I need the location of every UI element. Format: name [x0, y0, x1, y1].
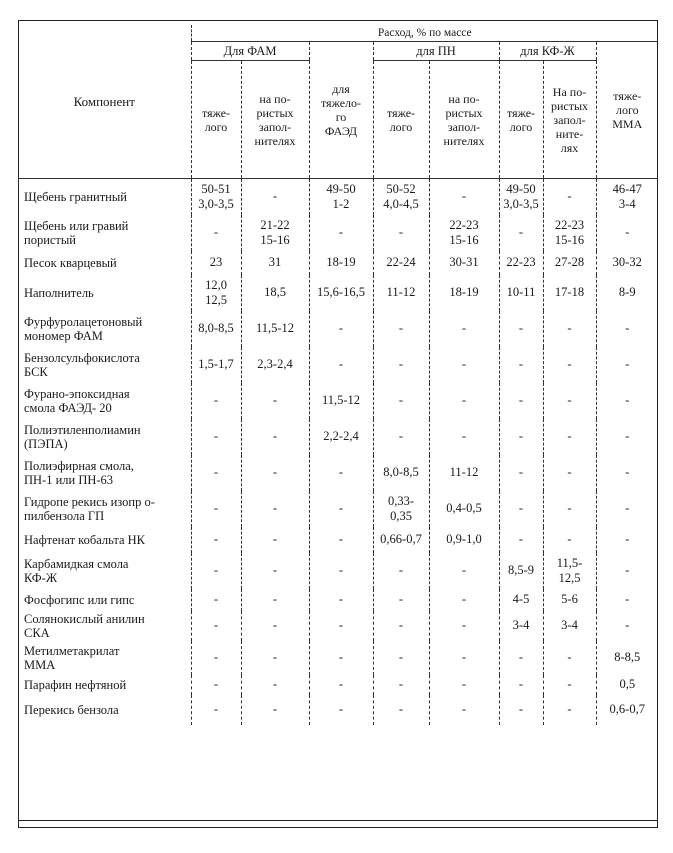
value-cell: - [241, 419, 309, 455]
value-cell: 22-23 15-16 [429, 215, 499, 251]
value-cell: 49-50 3,0-3,5 [499, 179, 543, 215]
value-cell: - [543, 311, 596, 347]
value-cell: - [241, 611, 309, 641]
value-cell: - [309, 641, 373, 675]
value-cell: - [309, 553, 373, 589]
value-cell: - [625, 225, 630, 239]
value-cell: - [429, 695, 499, 725]
value-cell: - [429, 641, 499, 675]
group-kf: для КФ-Ж [499, 42, 596, 61]
value-cell: - [429, 589, 499, 611]
value-cell: - [543, 347, 596, 383]
value-cell: 8-9 [618, 285, 636, 299]
component-name: Солянокислый анилин СКА [18, 611, 191, 641]
table-body [18, 179, 658, 725]
value-cell: 23 [191, 251, 241, 275]
value-cell: - [191, 695, 241, 725]
col-kf-porous: На по- ристых запол- ните- лях [543, 61, 596, 179]
value-cell: - [309, 695, 373, 725]
value-cell: - [191, 675, 241, 695]
value-cell: - [373, 347, 429, 383]
value-cell: - [543, 695, 596, 725]
value-cell: 2,2-2,4 [309, 419, 373, 455]
col-fam-porous: на по- ристых запол- нителях [241, 61, 309, 179]
group-fam: Для ФАМ [191, 42, 309, 61]
value-cell: - [499, 695, 543, 725]
component-name: Парафин нефтяной [18, 675, 191, 695]
col-kf-heavy: тяже- лого [499, 61, 543, 179]
value-cell: - [373, 611, 429, 641]
table-row [18, 455, 658, 491]
table-row [18, 611, 658, 641]
table-row [18, 527, 658, 553]
value-cell: 22-23 15-16 [543, 215, 596, 251]
value-cell: - [191, 383, 241, 419]
group-pn: для ПН [373, 42, 499, 61]
table-row [18, 419, 658, 455]
value-cell: 0,9-1,0 [429, 527, 499, 553]
value-cell: 50-52 4,0-4,5 [373, 179, 429, 215]
value-cell: - [543, 455, 596, 491]
value-cell: 10-11 [499, 275, 543, 311]
value-cell: - [543, 527, 596, 553]
value-cell: - [499, 491, 543, 527]
value-cell: - [241, 179, 309, 215]
component-name: Песок кварцевый [18, 251, 191, 275]
component-name: Фосфогипс или гипс [18, 589, 191, 611]
value-cell: 8,0-8,5 [373, 455, 429, 491]
value-cell: - [373, 383, 429, 419]
table-row [18, 275, 658, 311]
component-name: Бензолсульфокислота БСК [18, 347, 191, 383]
value-cell: 12,0 12,5 [191, 275, 241, 311]
table-row [18, 641, 658, 675]
value-cell: 3-4 [543, 611, 596, 641]
component-name: Перекись бензола [18, 695, 191, 725]
value-cell: - [499, 675, 543, 695]
value-cell: - [499, 347, 543, 383]
value-cell: - [625, 618, 630, 632]
value-cell: - [499, 641, 543, 675]
col-mma-heavy: тяже- лого ММА [596, 42, 658, 179]
value-cell: - [625, 321, 630, 335]
value-cell: - [373, 419, 429, 455]
value-cell: 30-32 [612, 255, 642, 269]
table-row [18, 695, 658, 725]
value-cell: - [543, 179, 596, 215]
table-row [18, 553, 658, 589]
value-cell: - [499, 311, 543, 347]
value-cell: - [543, 419, 596, 455]
col-fam-heavy: тяже- лого [191, 61, 241, 179]
component-name: Нафтенат кобальта НК [18, 527, 191, 553]
value-cell: - [429, 311, 499, 347]
col-faed-heavy: для тяжело- го ФАЭД [309, 42, 373, 179]
value-cell: 21-22 15-16 [241, 215, 309, 251]
value-cell: - [499, 419, 543, 455]
value-cell: 11,5-12 [241, 311, 309, 347]
value-cell: - [241, 455, 309, 491]
component-name: Полиэтиленполиамин (ПЭПА) [18, 419, 191, 455]
value-cell: 11-12 [373, 275, 429, 311]
value-cell: - [309, 675, 373, 695]
value-cell: 11-12 [429, 455, 499, 491]
value-cell: 18-19 [309, 251, 373, 275]
value-cell: - [309, 455, 373, 491]
value-cell: 3-4 [499, 611, 543, 641]
value-cell: - [543, 675, 596, 695]
value-cell: - [191, 215, 241, 251]
component-name: Фурано-эпоксидная смола ФАЭД- 20 [18, 383, 191, 419]
component-name: Полиэфирная смола, ПН-1 или ПН-63 [18, 455, 191, 491]
value-cell: - [429, 383, 499, 419]
value-cell: - [373, 675, 429, 695]
value-cell: - [543, 641, 596, 675]
value-cell: - [241, 675, 309, 695]
value-cell: 18,5 [241, 275, 309, 311]
value-cell: - [241, 641, 309, 675]
value-cell: - [429, 675, 499, 695]
value-cell: 22-23 [499, 251, 543, 275]
value-cell: - [191, 455, 241, 491]
table-row [18, 383, 658, 419]
value-cell: - [625, 563, 630, 577]
value-cell: - [373, 695, 429, 725]
value-cell: - [191, 419, 241, 455]
value-cell: 18-19 [429, 275, 499, 311]
value-cell: - [625, 357, 630, 371]
col-pn-porous: на по- ристых запол- нителях [429, 61, 499, 179]
value-cell: 2,3-2,4 [241, 347, 309, 383]
table-row [18, 179, 658, 215]
table-row [18, 589, 658, 611]
value-cell: - [625, 429, 630, 443]
value-cell: - [309, 491, 373, 527]
value-cell: - [309, 527, 373, 553]
value-cell: - [373, 641, 429, 675]
bottom-rule [18, 820, 658, 821]
value-cell: - [191, 491, 241, 527]
value-cell: 8,0-8,5 [191, 311, 241, 347]
value-cell: - [373, 215, 429, 251]
value-cell: - [309, 611, 373, 641]
value-cell: 4-5 [499, 589, 543, 611]
value-cell: - [429, 179, 499, 215]
value-cell: - [625, 501, 630, 515]
value-cell: - [373, 553, 429, 589]
value-cell: - [191, 611, 241, 641]
value-cell: 0,6-0,7 [609, 702, 645, 716]
consumption-header: Расход, % по массе [191, 25, 658, 42]
col-pn-heavy: тяже- лого [373, 61, 429, 179]
value-cell: - [625, 465, 630, 479]
value-cell: 5-6 [543, 589, 596, 611]
value-cell: 50-51 3,0-3,5 [191, 179, 241, 215]
component-name: Фурфуролацетоновый мономер ФАМ [18, 311, 191, 347]
value-cell: - [309, 589, 373, 611]
value-cell: - [241, 553, 309, 589]
value-cell: - [429, 347, 499, 383]
value-cell: 11,5-12 [309, 383, 373, 419]
value-cell: - [625, 532, 630, 546]
component-name: Щебень или гравий пористый [18, 215, 191, 251]
value-cell: 46-47 3-4 [612, 181, 642, 211]
value-cell: - [309, 347, 373, 383]
value-cell: - [241, 491, 309, 527]
value-cell: - [191, 553, 241, 589]
value-cell: - [191, 641, 241, 675]
component-name: Гидропе рекись изопр о- пилбензола ГП [18, 491, 191, 527]
value-cell: - [499, 455, 543, 491]
value-cell: - [191, 527, 241, 553]
value-cell: 8,5-9 [499, 553, 543, 589]
value-cell: 22-24 [373, 251, 429, 275]
value-cell: - [241, 383, 309, 419]
table-row [18, 311, 658, 347]
value-cell: 0,4-0,5 [429, 491, 499, 527]
component-name: Наполнитель [18, 275, 191, 311]
value-cell: - [543, 491, 596, 527]
value-cell: - [429, 553, 499, 589]
value-cell: - [429, 419, 499, 455]
value-cell: 0,66-0,7 [373, 527, 429, 553]
component-header: Компонент [18, 25, 191, 179]
table-row [18, 675, 658, 695]
value-cell: - [499, 215, 543, 251]
value-cell: - [309, 215, 373, 251]
value-cell: 49-50 1-2 [309, 179, 373, 215]
value-cell: 1,5-1,7 [191, 347, 241, 383]
value-cell: - [241, 695, 309, 725]
value-cell: 11,5- 12,5 [543, 553, 596, 589]
value-cell: 15,6-16,5 [309, 275, 373, 311]
value-cell: 0,33- 0,35 [373, 491, 429, 527]
value-cell: 31 [241, 251, 309, 275]
value-cell: - [625, 393, 630, 407]
value-cell: - [625, 592, 630, 606]
value-cell: 0,5 [619, 677, 636, 691]
value-cell: - [429, 611, 499, 641]
value-cell: - [373, 589, 429, 611]
component-name: Карбамидкая смола КФ-Ж [18, 553, 191, 589]
value-cell: - [241, 589, 309, 611]
table-row [18, 491, 658, 527]
value-cell: - [499, 527, 543, 553]
value-cell: 27-28 [543, 251, 596, 275]
table-row [18, 251, 658, 275]
value-cell: 17-18 [543, 275, 596, 311]
value-cell: - [543, 383, 596, 419]
table-row [18, 215, 658, 251]
component-name: Щебень гранитный [18, 179, 191, 215]
table-row [18, 347, 658, 383]
value-cell: - [309, 311, 373, 347]
value-cell: 8-8,5 [614, 650, 641, 664]
value-cell: - [241, 527, 309, 553]
consumption-table [18, 25, 658, 725]
value-cell: - [499, 383, 543, 419]
value-cell: - [191, 589, 241, 611]
component-name: Метилметакрилат ММА [18, 641, 191, 675]
value-cell: 30-31 [429, 251, 499, 275]
value-cell: - [373, 311, 429, 347]
